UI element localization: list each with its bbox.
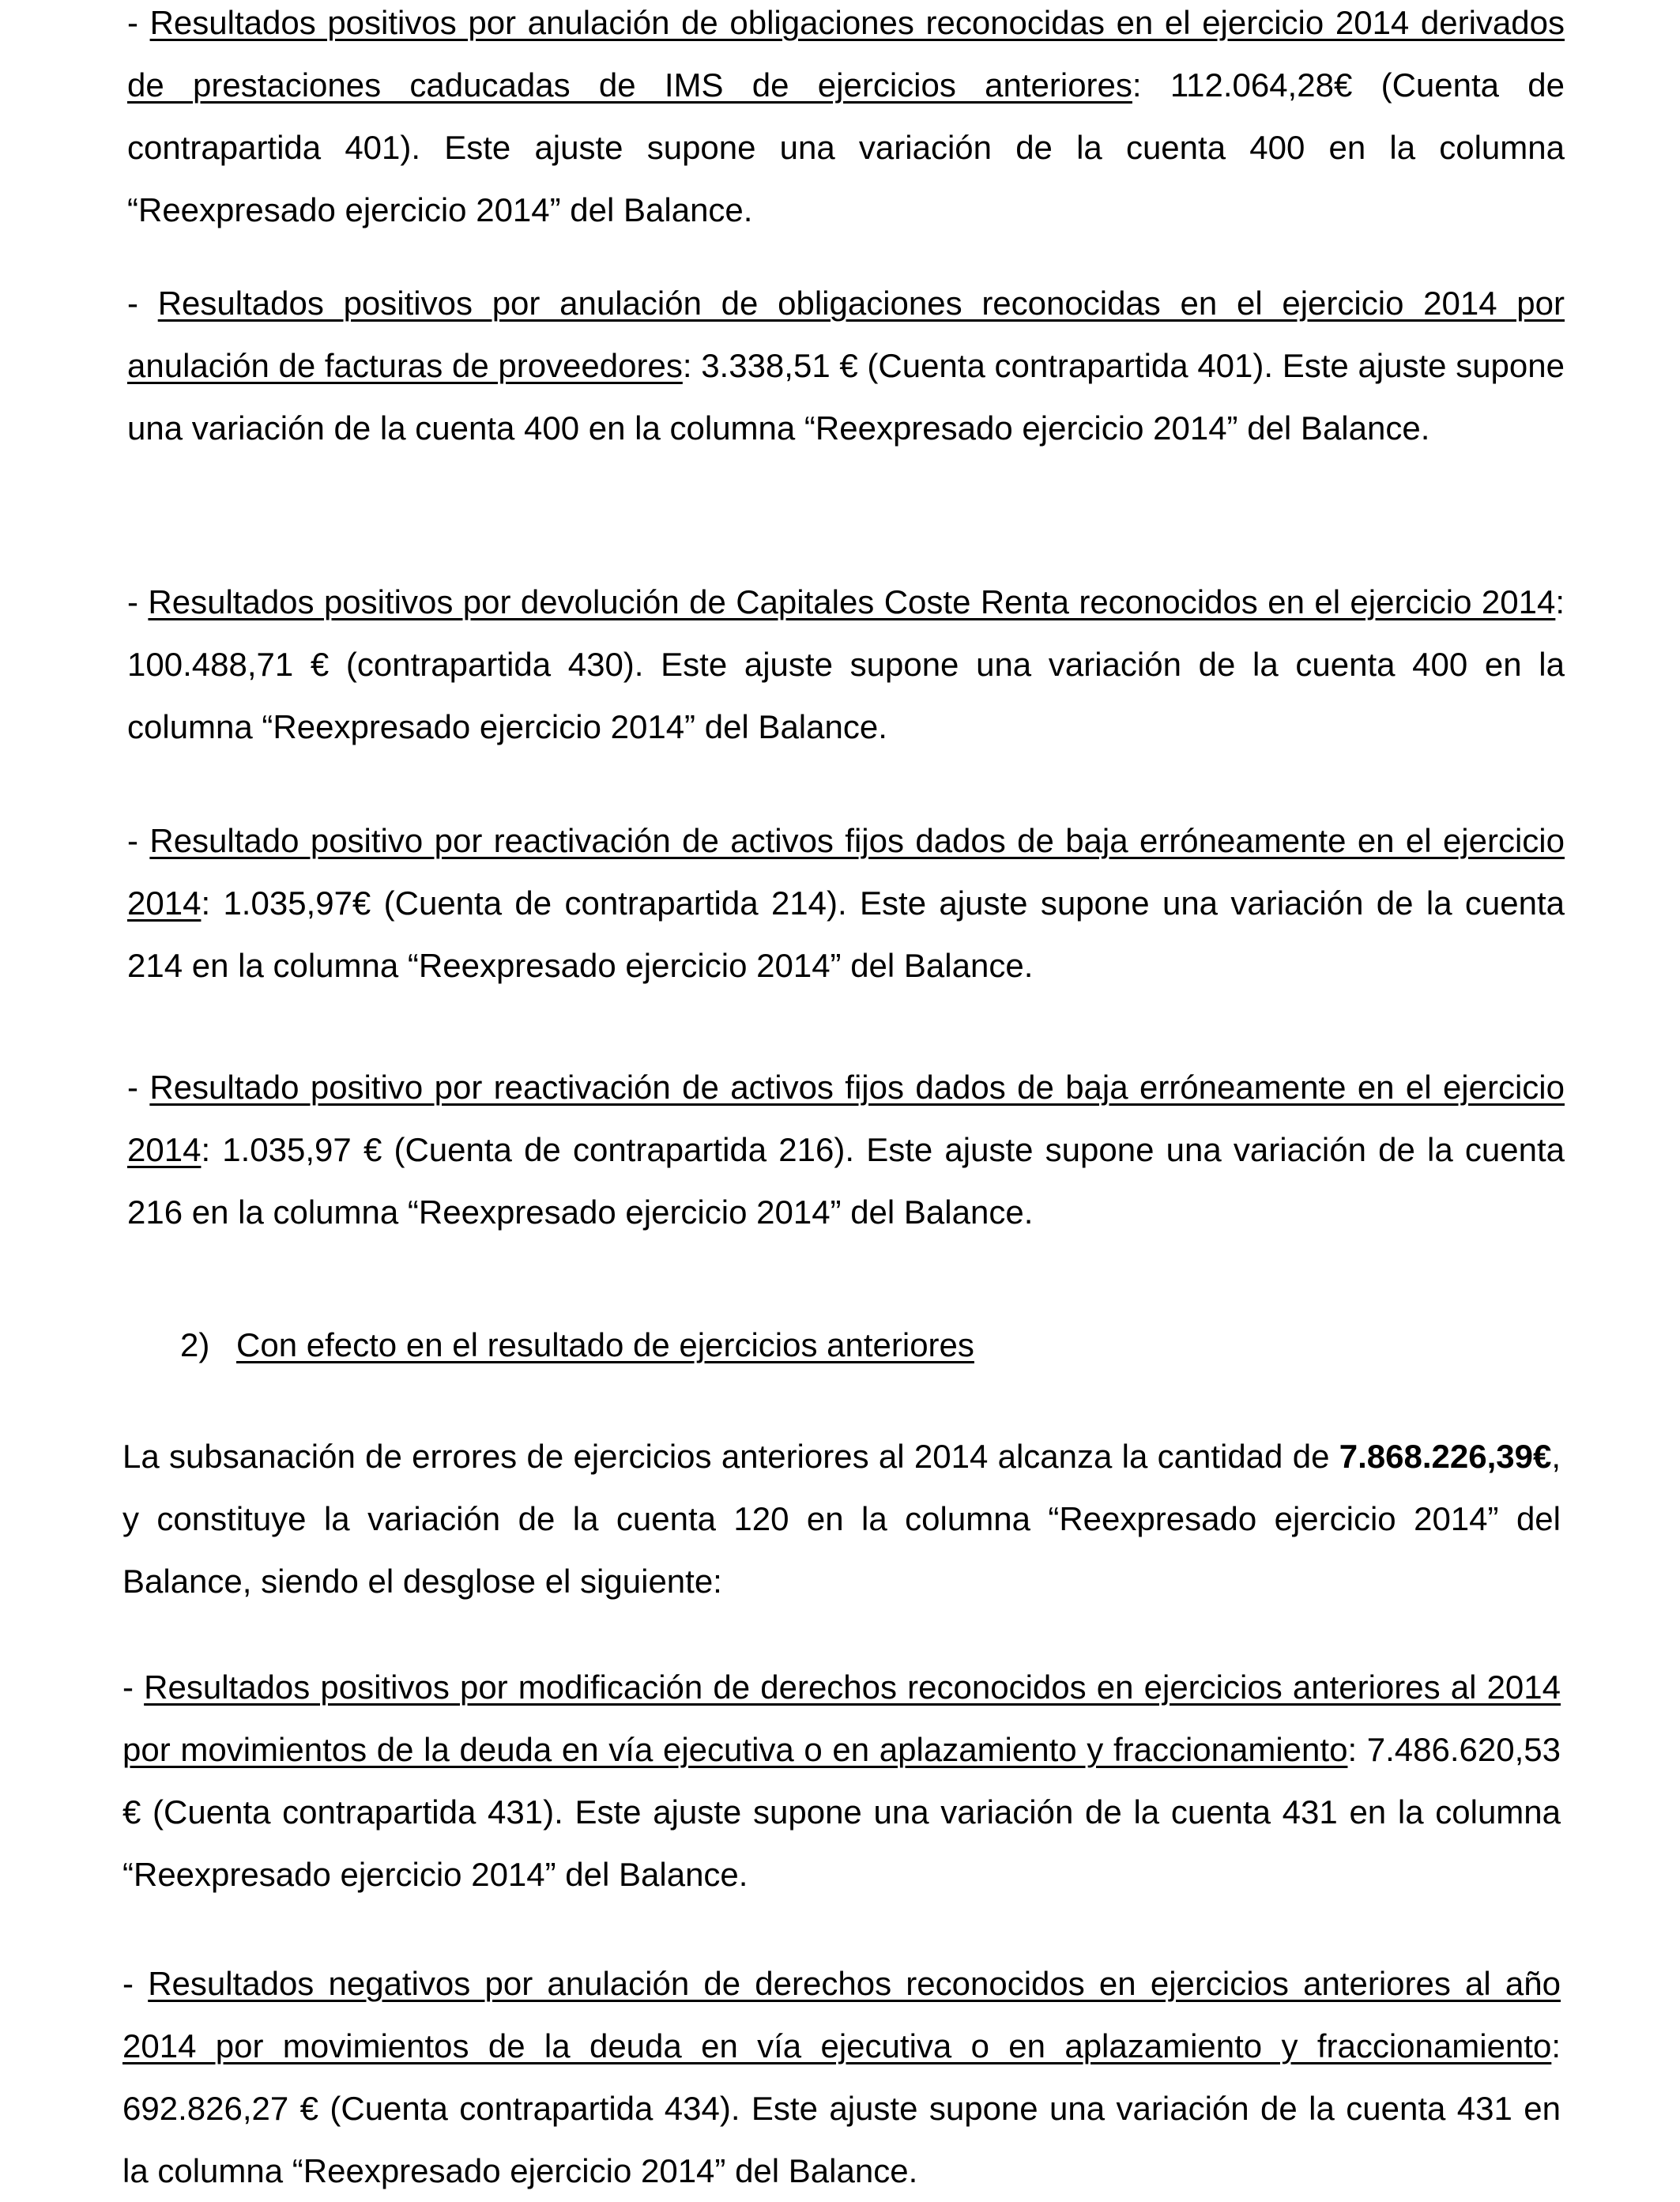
bullet-dash: -	[122, 1965, 149, 2002]
bullet-dash: -	[127, 822, 150, 859]
paragraph-body: : 112.064,28€ (Cuenta de contrapartida 401). Este ajuste supone una variación de la cuenta 400 en la columna “Reexpresado ejercicio 2014” del Balance.	[127, 66, 1565, 228]
paragraph-fixed-assets-216	[127, 1056, 1565, 1243]
bullet-dash: -	[127, 1069, 150, 1106]
paragraph-body: : 692.826,27 € (Cuenta contrapartida 434). Este ajuste supone una variación de la cuenta 431 en la columna “Reexpresado ejercicio 2014” del Balance.	[122, 2027, 1561, 2189]
bullet-dash: -	[127, 583, 149, 620]
section-heading	[180, 1314, 974, 1376]
section-title: Con efecto en el resultado de ejercicios anteriores	[236, 1326, 974, 1363]
intro-text: La subsanación de errores de ejercicios anteriores al 2014 alcanza la cantidad de	[122, 1438, 1339, 1475]
paragraph-fixed-assets-214	[127, 809, 1565, 997]
paragraph-body: : 1.035,97€ (Cuenta de contrapartida 214). Este ajuste supone una variación de la cuenta 214 en la columna “Reexpresado ejercicio 2014” del Balance.	[127, 884, 1565, 984]
underlined-heading: Resultados negativos por anulación de derechos reconocidos en ejercicios anteriores al año 2014 por movimientos de la deuda en vía ejecutiva o en aplazamiento y fraccionamiento	[122, 1965, 1561, 2064]
underlined-heading: Resultados positivos por modificación de derechos reconocidos en ejercicios anteriores al 2014 por movimientos de la deuda en vía ejecutiva o en aplazamiento y fraccionamiento	[122, 1668, 1561, 1768]
underlined-heading: Resultados positivos por devolución de Capitales Coste Renta reconocidos en el ejercicio 2014	[148, 583, 1556, 620]
paragraph-body: : 1.035,97 € (Cuenta de contrapartida 216). Este ajuste supone una variación de la cuenta 216 en la columna “Reexpresado ejercicio 2014” del Balance.	[127, 1131, 1565, 1231]
paragraph-ims-prescriptions	[127, 0, 1565, 241]
paragraph-capital-refund	[127, 571, 1565, 758]
paragraph-supplier-invoices	[127, 272, 1565, 459]
underlined-heading: Resultados positivos por anulación de obligaciones reconocidas en el ejercicio 2014 derivados de prestaciones caducadas de IMS de ejercicios anteriores	[127, 4, 1565, 104]
paragraph-body: : 3.338,51 € (Cuenta contrapartida 401). Este ajuste supone una variación de la cuenta 400 en la columna “Reexpresado ejercicio 2014” del Balance.	[127, 347, 1565, 447]
paragraph-debt-annulment	[122, 1952, 1561, 2202]
intro-text-continued: , y constituye la variación de la cuenta 120 en la columna “Reexpresado ejercicio 2014” del Balance, siendo el desglose el siguiente:	[122, 1438, 1561, 1600]
bullet-dash: -	[127, 4, 150, 41]
underlined-heading: Resultado positivo por reactivación de activos fijos dados de baja erróneamente en el ejercicio 2014	[127, 822, 1565, 922]
paragraph-debt-modification	[122, 1656, 1561, 1906]
intro-amount: 7.868.226,39€	[1339, 1438, 1552, 1475]
paragraph-body: : 7.486.620,53 € (Cuenta contrapartida 431). Este ajuste supone una variación de la cuenta 431 en la columna “Reexpresado ejercicio 2014” del Balance.	[122, 1731, 1561, 1893]
paragraph-body: : 100.488,71 € (contrapartida 430). Este ajuste supone una variación de la cuenta 400 en la columna “Reexpresado ejercicio 2014” del Balance.	[127, 583, 1565, 745]
bullet-dash: -	[122, 1668, 145, 1706]
bullet-dash: -	[127, 285, 158, 322]
underlined-heading: Resultado positivo por reactivación de activos fijos dados de baja erróneamente en el ejercicio 2014	[127, 1069, 1565, 1168]
paragraph-intro	[122, 1425, 1561, 1612]
section-number: 2)	[180, 1326, 210, 1363]
underlined-heading: Resultados positivos por anulación de obligaciones reconocidas en el ejercicio 2014 por anulación de facturas de proveedores	[127, 285, 1565, 384]
